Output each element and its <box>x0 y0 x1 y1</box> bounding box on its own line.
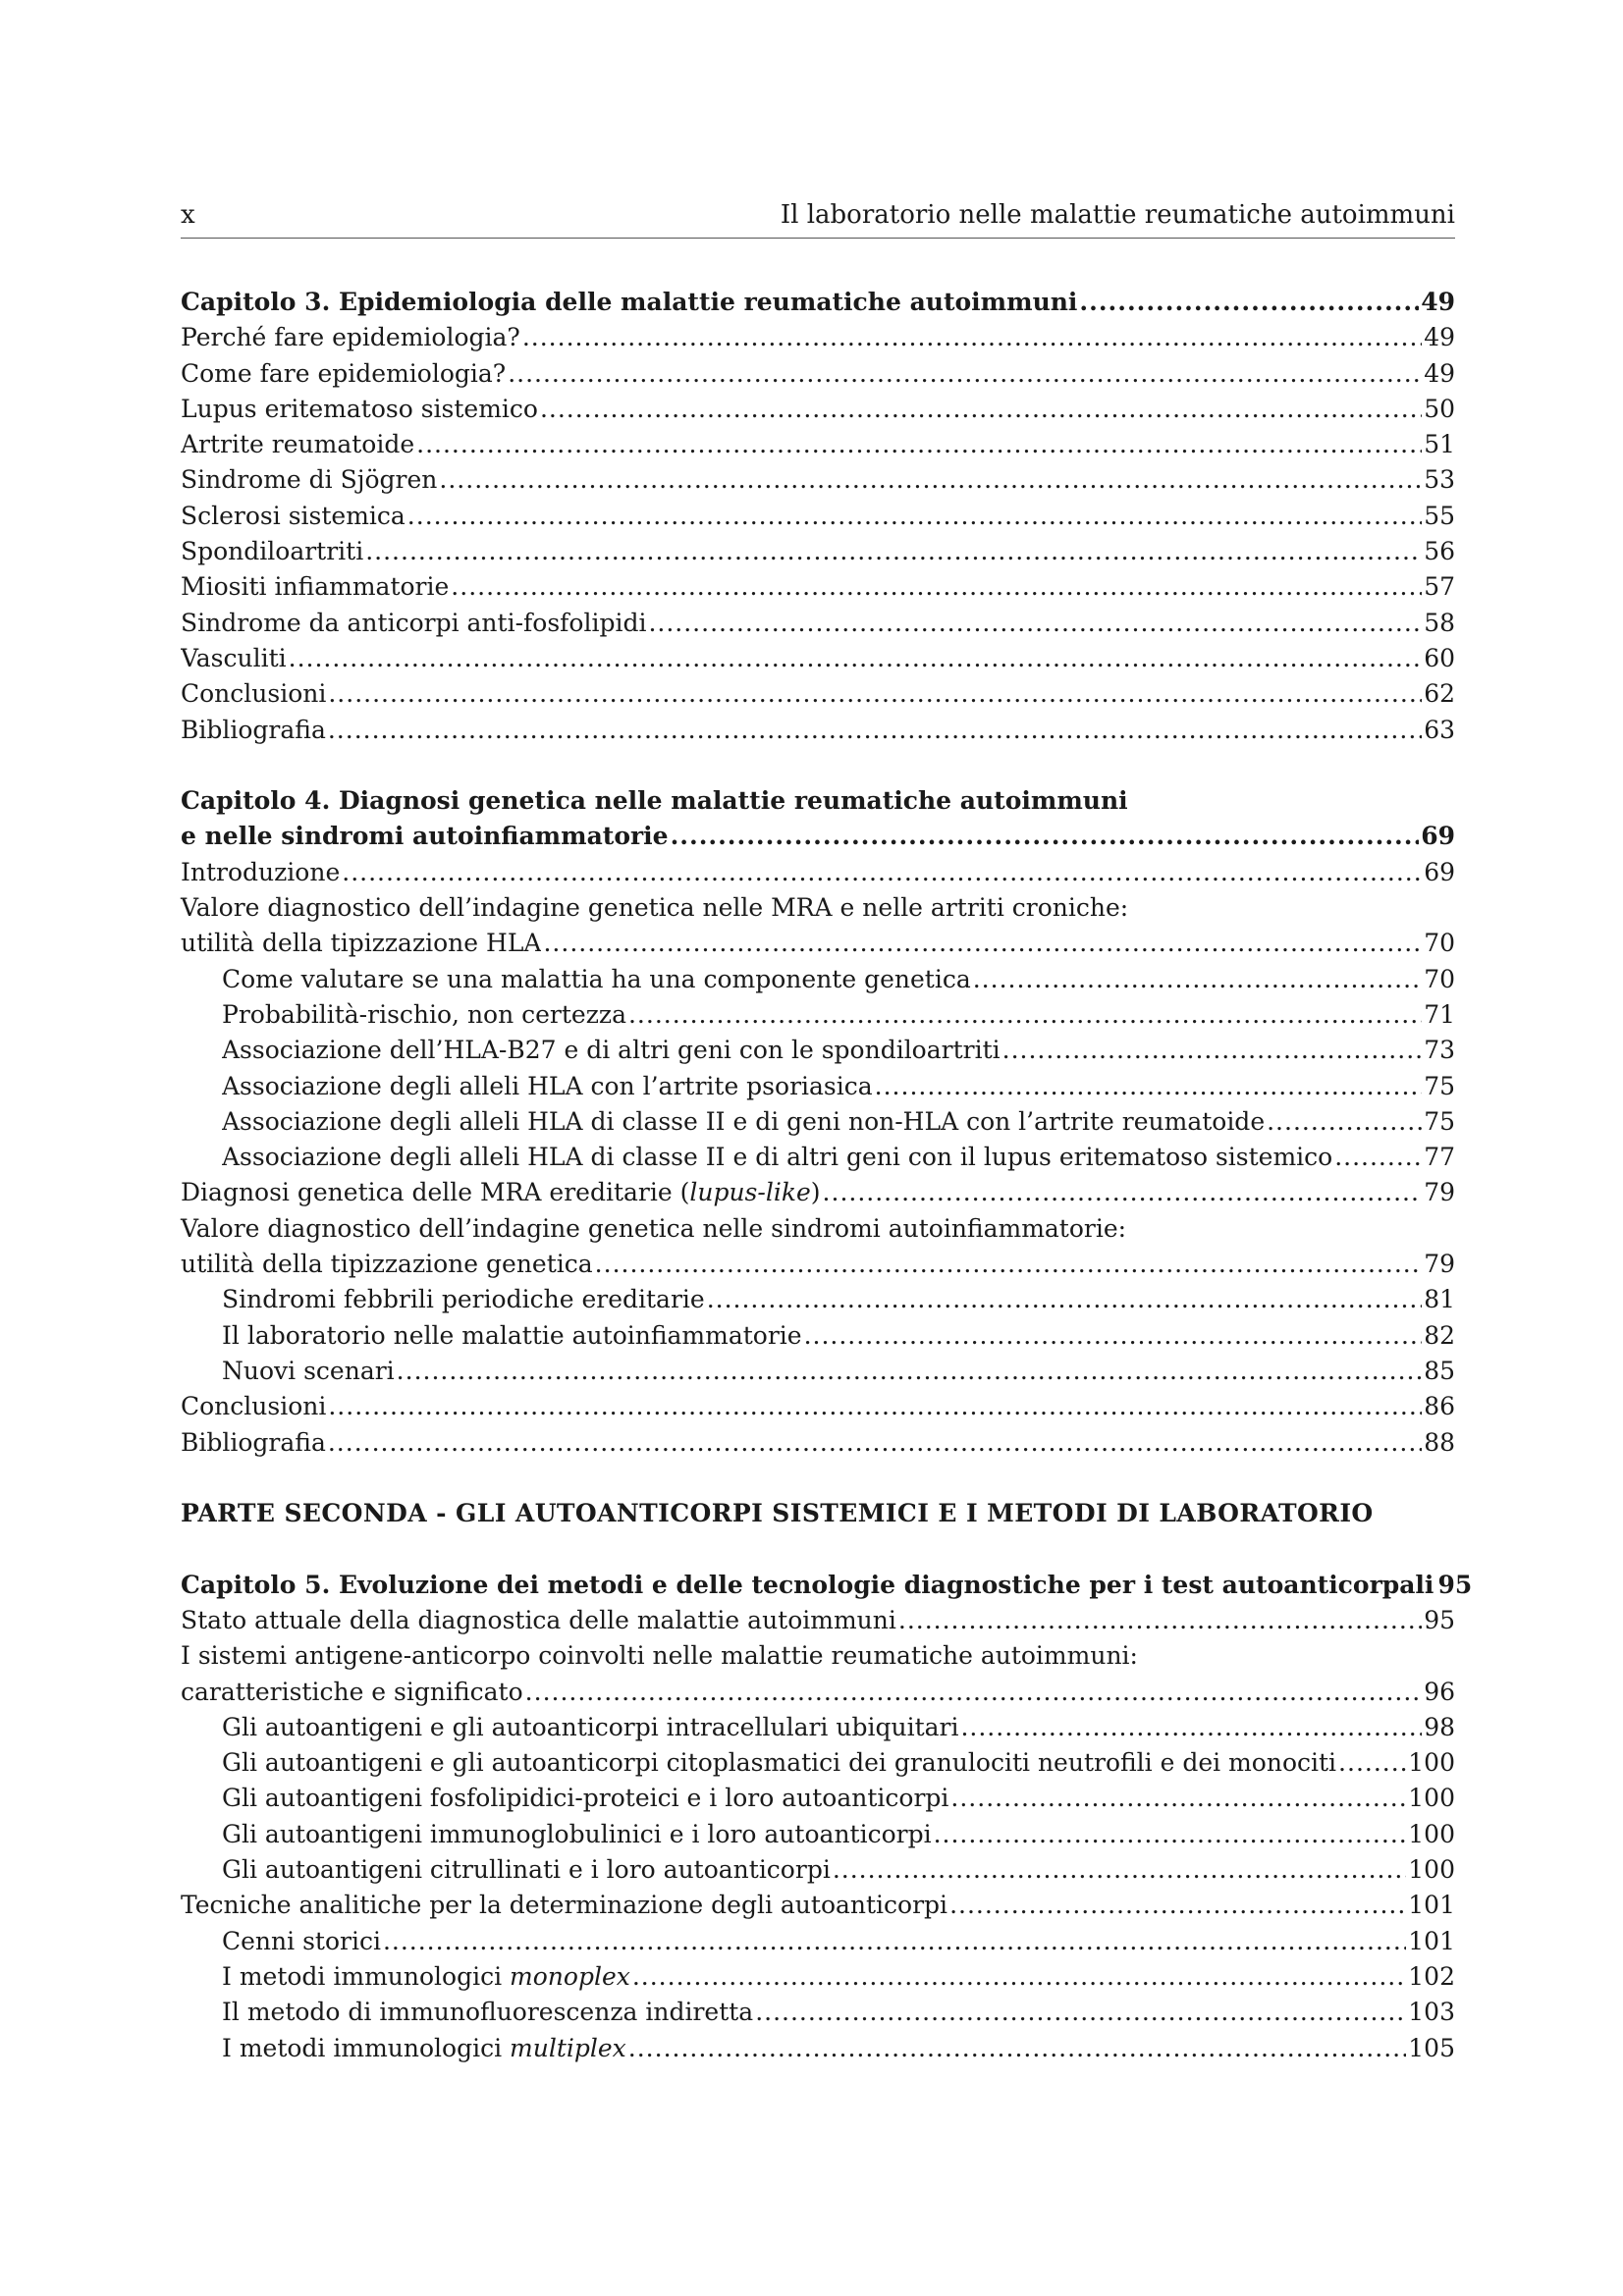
toc-entry-page: 105 <box>1408 2033 1455 2062</box>
toc-entry-page: 56 <box>1424 537 1455 566</box>
toc-entry-title: Gli autoantigeni citrullinati e i loro autoanticorpi <box>222 1855 831 1885</box>
toc-entry-page: 100 <box>1408 1784 1455 1813</box>
toc-entry-title-line: Valore diagnostico dell’indagine genetica nelle MRA e nelle artriti croniche: <box>181 893 1129 923</box>
toc-subentry[interactable] <box>181 1140 1455 1175</box>
toc-subentry[interactable] <box>181 1069 1455 1104</box>
toc-entry-page: 100 <box>1408 1819 1455 1848</box>
toc-entry-title: Lupus eritematoso sistemico <box>181 394 538 423</box>
toc-entry-title: Conclusioni <box>181 1392 327 1421</box>
toc-entry-title: Gli autoantigeni fosfolipidici-proteici e i loro autoanticorpi <box>222 1784 949 1813</box>
toc-entry-page: 102 <box>1408 1961 1455 1991</box>
toc-entry-page: 69 <box>1424 857 1455 886</box>
toc-entry-title: Miositi infiammatorie <box>181 572 450 602</box>
toc-entry[interactable] <box>181 1389 1455 1424</box>
toc-entry-title: Diagnosi genetica delle MRA ereditarie (lupus-like) <box>181 1178 821 1207</box>
toc-entry-page: 70 <box>1424 929 1455 958</box>
toc-entry-page: 81 <box>1424 1285 1455 1314</box>
toc-entry-page: 88 <box>1424 1427 1455 1457</box>
toc-entry[interactable] <box>181 1425 1455 1461</box>
toc-entry[interactable] <box>181 1603 1455 1638</box>
toc-entry-page: 100 <box>1408 1855 1455 1885</box>
hla-subentries <box>181 962 1455 1176</box>
toc-entry-title: Vasculiti <box>181 643 287 672</box>
toc-subentry[interactable] <box>181 997 1455 1033</box>
chapter-3-entries <box>181 320 1455 748</box>
toc-entry-title: Associazione dell’HLA-B27 e di altri geni con le spondiloartriti <box>222 1036 1001 1065</box>
toc-chapter-4[interactable] <box>181 819 1455 854</box>
toc-entry-page: 79 <box>1424 1250 1455 1279</box>
toc-subentry[interactable] <box>181 1852 1455 1888</box>
toc-subentry[interactable] <box>181 1354 1455 1389</box>
toc-entry-title: e nelle sindromi autoinfiammatorie <box>181 822 669 851</box>
toc-entry-title: Artrite reumatoide <box>181 430 415 459</box>
toc-entry[interactable] <box>181 855 1455 890</box>
toc-entry[interactable] <box>181 356 1455 392</box>
toc-chapter-3[interactable] <box>181 285 1455 320</box>
toc-entry-title: Tecniche analitiche per la determinazione degli autoanticorpi <box>181 1891 948 1920</box>
toc-entry-title: Gli autoantigeni immunoglobulinici e i loro autoanticorpi <box>222 1819 932 1848</box>
toc-entry-page: 95 <box>1424 1605 1455 1634</box>
toc-entry-page: 71 <box>1424 999 1455 1029</box>
toc-entry[interactable] <box>181 926 1455 961</box>
toc-entry-title: Spondiloartriti <box>181 537 364 566</box>
toc-entry[interactable] <box>181 427 1455 462</box>
toc-entry-title: utilità della tipizzazione HLA <box>181 929 542 958</box>
toc-entry-title: Stato attuale della diagnostica delle malattie autoimmuni <box>181 1605 896 1634</box>
toc-entry-title: caratteristiche e significato <box>181 1677 523 1706</box>
toc-entry-page: 86 <box>1424 1392 1455 1421</box>
toc-entry-title: Associazione degli alleli HLA con l’artrite psoriasica <box>222 1071 873 1100</box>
table-of-contents <box>181 285 1473 2066</box>
running-title: Il laboratorio nelle malattie reumatiche autoimmuni <box>780 200 1455 230</box>
toc-entry-title: Cenni storici <box>222 1926 381 1955</box>
toc-entry-page: 51 <box>1424 430 1455 459</box>
toc-entry[interactable] <box>181 1247 1455 1282</box>
toc-entry[interactable] <box>181 1888 1455 1923</box>
toc-entry-title: Il metodo di immunofluorescenza indiretta <box>222 1998 754 2027</box>
toc-entry-page: 60 <box>1424 643 1455 672</box>
toc-entry-title: Gli autoantigeni e gli autoanticorpi intracellulari ubiquitari <box>222 1712 959 1741</box>
toc-entry-page: 57 <box>1424 572 1455 602</box>
toc-entry-page: 77 <box>1424 1143 1455 1172</box>
toc-entry-title: Sclerosi sistemica <box>181 501 406 530</box>
toc-entry-title: I metodi immunologici monoplex <box>222 1961 630 1991</box>
toc-entry[interactable] <box>181 1175 1455 1210</box>
toc-subentry[interactable] <box>181 1817 1455 1852</box>
toc-entry-title: Come valutare se una malattia ha una componente genetica <box>222 964 971 993</box>
toc-entry-page: 49 <box>1421 288 1455 316</box>
toc-entry-page: 79 <box>1424 1178 1455 1207</box>
toc-entry-title: Perché fare epidemiologia? <box>181 323 520 352</box>
toc-entry[interactable] <box>181 1675 1455 1710</box>
toc-subentry[interactable] <box>181 2031 1455 2066</box>
toc-entry[interactable] <box>181 462 1455 498</box>
toc-entry-title: Sindrome di Sjögren <box>181 465 438 495</box>
toc-entry-page: 50 <box>1424 394 1455 423</box>
toc-entry-page: 58 <box>1424 608 1455 637</box>
toc-entry-page: 82 <box>1424 1320 1455 1350</box>
toc-entry-title: Il laboratorio nelle malattie autoinfiammatorie <box>222 1320 802 1350</box>
toc-entry-title: I metodi immunologici multiplex <box>222 2033 626 2062</box>
toc-entry-title: Introduzione <box>181 857 341 886</box>
toc-entry-title: Conclusioni <box>181 679 327 709</box>
toc-entry-page: 75 <box>1424 1106 1455 1136</box>
toc-entry-title: Sindrome da anticorpi anti-fosfolipidi <box>181 608 647 637</box>
toc-entry-title: Probabilità-rischio, non certezza <box>222 999 626 1029</box>
auto-subentries <box>181 1282 1455 1389</box>
toc-subentry[interactable] <box>181 1781 1455 1816</box>
toc-entry-page: 55 <box>1424 501 1455 530</box>
toc-entry-page: 101 <box>1408 1926 1455 1955</box>
toc-entry-page: 70 <box>1424 964 1455 993</box>
page-header <box>181 190 1455 239</box>
toc-entry[interactable] <box>181 320 1455 355</box>
toc-entry-page: 96 <box>1424 1677 1455 1706</box>
toc-subentry[interactable] <box>181 1104 1455 1140</box>
toc-subentry[interactable] <box>181 1924 1455 1959</box>
page-number: x <box>181 200 195 230</box>
toc-entry-page: 98 <box>1424 1712 1455 1741</box>
toc-entry[interactable] <box>181 676 1455 712</box>
toc-entry-page: 75 <box>1424 1071 1455 1100</box>
toc-entry-title: utilità della tipizzazione genetica <box>181 1250 593 1279</box>
toc-entry-title: Capitolo 5. Evoluzione dei metodi e delle tecnologie diagnostiche per i test autoanticorpali <box>181 1570 1434 1599</box>
toc-entry-page: 62 <box>1424 679 1455 709</box>
toc-entry-page: 85 <box>1424 1356 1455 1385</box>
toc-entry-page: 103 <box>1408 1998 1455 2027</box>
toc-subentry[interactable] <box>181 1959 1455 1995</box>
toc-entry-page: 69 <box>1421 822 1455 851</box>
toc-entry[interactable] <box>181 641 1455 676</box>
toc-subentry[interactable] <box>181 1995 1455 2030</box>
toc-subentry[interactable] <box>181 1282 1455 1317</box>
toc-entry-title-line: I sistemi antigene-anticorpo coinvolti nelle malattie reumatiche autoimmuni: <box>181 1641 1138 1671</box>
toc-entry[interactable] <box>181 606 1455 641</box>
toc-subentry[interactable] <box>181 1318 1455 1354</box>
toc-entry-title-line: Valore diagnostico dell’indagine genetica nelle sindromi autoinfiammatorie: <box>181 1213 1127 1243</box>
toc-entry-page: 49 <box>1424 323 1455 352</box>
toc-entry-title: Gli autoantigeni e gli autoanticorpi citoplasmatici dei granulociti neutrofili e dei monociti <box>222 1748 1337 1778</box>
antigen-subentries <box>181 1710 1455 1888</box>
chapter-4-end-entries <box>181 1389 1455 1461</box>
toc-entry-page: 49 <box>1424 358 1455 388</box>
toc-entry-title: Sindromi febbrili periodiche ereditarie <box>222 1285 705 1314</box>
toc-entry-title: Associazione degli alleli HLA di classe II e di geni non-HLA con l’artrite reumatoide <box>222 1106 1266 1136</box>
toc-subentry[interactable] <box>181 1033 1455 1068</box>
toc-entry-page: 100 <box>1408 1748 1455 1778</box>
toc-entry-page: 53 <box>1424 465 1455 495</box>
toc-entry[interactable] <box>181 499 1455 534</box>
toc-entry-title: Bibliografia <box>181 1427 326 1457</box>
toc-entry-page: 73 <box>1424 1036 1455 1065</box>
part-heading: PARTE SECONDA - GLI AUTOANTICORPI SISTEMICI E I METODI DI LABORATORIO <box>181 1499 1374 1528</box>
toc-subentry[interactable] <box>181 962 1455 997</box>
toc-entry-page: 101 <box>1408 1891 1455 1920</box>
toc-entry[interactable] <box>181 534 1455 569</box>
toc-subentry[interactable] <box>181 1710 1455 1745</box>
toc-entry-page: 63 <box>1424 715 1455 744</box>
toc-chapter-5[interactable] <box>181 1568 1473 1603</box>
toc-entry-title: Come fare epidemiologia? <box>181 358 507 388</box>
toc-subentry[interactable] <box>181 1745 1455 1781</box>
toc-entry[interactable] <box>181 392 1455 427</box>
toc-entry-page: 95 <box>1437 1570 1473 1599</box>
toc-entry[interactable] <box>181 713 1455 748</box>
toc-entry-title: Capitolo 3. Epidemiologia delle malattie reumatiche autoimmuni <box>181 288 1078 316</box>
toc-chapter-4-title: Capitolo 4. Diagnosi genetica nelle malattie reumatiche autoimmuni <box>181 786 1128 816</box>
toc-entry[interactable] <box>181 569 1455 605</box>
toc-entry-title: Bibliografia <box>181 715 326 744</box>
toc-entry-title: Associazione degli alleli HLA di classe II e di altri geni con il lupus eritematoso sistemico <box>222 1143 1333 1172</box>
toc-entry-title: Nuovi scenari <box>222 1356 395 1385</box>
